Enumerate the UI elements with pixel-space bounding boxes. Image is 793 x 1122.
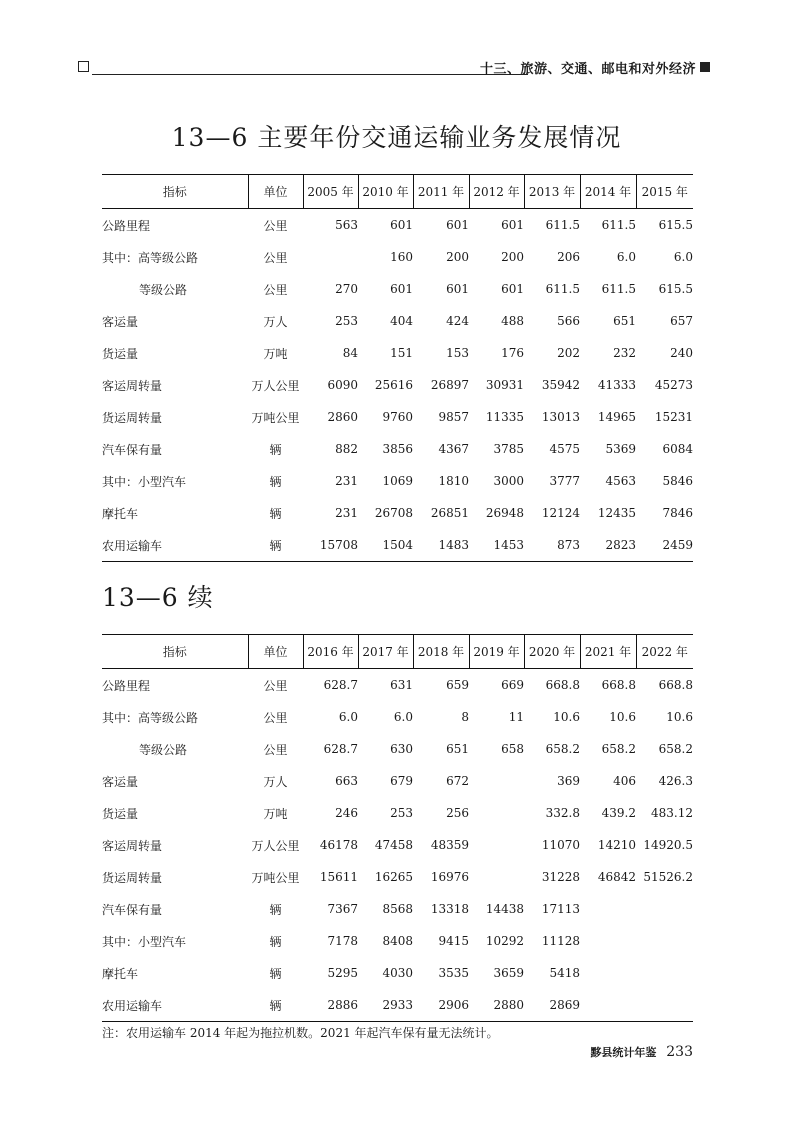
- table-cell: 231: [335, 506, 358, 520]
- table2: [102, 634, 693, 1022]
- table2-header-row: [102, 635, 693, 669]
- row-label: 货运量: [102, 806, 139, 821]
- table-cell: 651: [446, 742, 469, 756]
- table-cell: 26948: [485, 506, 524, 520]
- row-label: 农用运输车: [102, 989, 248, 1022]
- table-row: [102, 273, 693, 305]
- table-cell: 84: [342, 346, 358, 360]
- table-cell: 601: [501, 218, 524, 232]
- row-label: 货运周转量: [102, 870, 163, 885]
- row-label: 摩托车: [102, 506, 139, 521]
- column-header: 2017 年: [358, 635, 413, 669]
- table-cell: 2869: [524, 989, 580, 1022]
- row-unit: 辆: [269, 966, 282, 981]
- table-cell: 601: [390, 282, 413, 296]
- table-cell: 10292: [485, 934, 524, 948]
- table-cell: 611.5: [601, 218, 636, 232]
- table-cell: 26897: [430, 378, 469, 392]
- table-row: [102, 337, 693, 369]
- table-cell: 658: [501, 742, 524, 756]
- table-cell: 15231: [654, 410, 693, 424]
- table-cell: 668.8: [545, 678, 580, 692]
- table-cell: 679: [390, 774, 413, 788]
- table-cell: 657: [670, 314, 693, 328]
- column-header: 2015 年: [636, 175, 693, 209]
- table-cell: 2823: [580, 529, 636, 562]
- table-cell: 611.5: [545, 218, 580, 232]
- table-cell: 1453: [469, 529, 524, 562]
- table-cell: 11128: [541, 934, 580, 948]
- header-box-icon: [78, 61, 89, 72]
- row-unit: 辆: [269, 902, 282, 917]
- footnote: 注：农用运输车 2014 年起为拖拉机数。2021 年起汽车保有量无法统计。: [102, 1026, 499, 1040]
- table-cell: [636, 957, 693, 989]
- table-cell: 882: [335, 442, 358, 456]
- row-unit: 万吨: [263, 806, 288, 821]
- table1-title: 13—6 主要年份交通运输业务发展情况: [171, 123, 622, 152]
- table-row: [102, 433, 693, 465]
- table-cell: 253: [390, 806, 413, 820]
- table-row: [102, 861, 693, 893]
- row-unit: 万人: [263, 314, 288, 329]
- table-cell: 202: [557, 346, 580, 360]
- table-cell: 611.5: [545, 282, 580, 296]
- table-cell: 30931: [485, 378, 524, 392]
- row-label: 摩托车: [102, 966, 139, 981]
- table-cell: 426.3: [658, 774, 693, 788]
- table-cell: 7367: [327, 902, 358, 916]
- table1-header-row: [102, 175, 693, 209]
- table-cell: 9857: [438, 410, 469, 424]
- column-header: 单位: [248, 175, 303, 209]
- row-unit: 万吨: [263, 346, 288, 361]
- table-cell: 4367: [438, 442, 469, 456]
- table-cell: 15611: [319, 870, 358, 884]
- table-cell: 404: [390, 314, 413, 328]
- table-cell: 10.6: [553, 710, 580, 724]
- table-cell: 13318: [430, 902, 469, 916]
- table-cell: 439.2: [601, 806, 636, 820]
- column-header: 2013 年: [524, 175, 580, 209]
- column-header: 2022 年: [636, 635, 693, 669]
- table-row: [102, 733, 693, 765]
- table-cell: 566: [557, 314, 580, 328]
- table-cell: 406: [613, 774, 636, 788]
- table-cell: 5369: [605, 442, 636, 456]
- table-row: [102, 957, 693, 989]
- table-cell: 628.7: [323, 678, 358, 692]
- row-label: 货运周转量: [102, 410, 163, 425]
- table-cell: 4575: [549, 442, 580, 456]
- table-cell: 16976: [430, 870, 469, 884]
- table-cell: 232: [613, 346, 636, 360]
- table-cell: 6.0: [338, 710, 358, 724]
- table-cell: 488: [501, 314, 524, 328]
- table-cell: 35942: [541, 378, 580, 392]
- table-cell: 1483: [413, 529, 469, 562]
- table-cell: [636, 893, 693, 925]
- table-cell: 601: [446, 218, 469, 232]
- table-cell: 7846: [662, 506, 693, 520]
- table-cell: 8568: [382, 902, 413, 916]
- table-cell: 16265: [374, 870, 413, 884]
- table-cell: 628.7: [323, 742, 358, 756]
- table-cell: 11070: [541, 838, 580, 852]
- table-cell: 17113: [541, 902, 580, 916]
- table-cell: 601: [446, 282, 469, 296]
- table-cell: 5418: [549, 966, 580, 980]
- table-row: [102, 989, 693, 1022]
- table-cell: 611.5: [601, 282, 636, 296]
- table-cell: 2933: [358, 989, 413, 1022]
- table-cell: 8: [461, 710, 469, 724]
- row-unit: 万人: [263, 774, 288, 789]
- table-cell: 14210: [597, 838, 636, 852]
- table-cell: 200: [501, 250, 524, 264]
- table-cell: 153: [446, 346, 469, 360]
- table-cell: 253: [335, 314, 358, 328]
- table-cell: 3777: [549, 474, 580, 488]
- column-header: 2016 年: [303, 635, 358, 669]
- row-label: 客运周转量: [102, 378, 163, 393]
- table-row: [102, 401, 693, 433]
- table-cell: 2459: [636, 529, 693, 562]
- table-cell: 873: [524, 529, 580, 562]
- table-cell: 12435: [597, 506, 636, 520]
- table-cell: 1069: [382, 474, 413, 488]
- table-row: [102, 925, 693, 957]
- table-cell: 651: [613, 314, 636, 328]
- table-row: [102, 669, 693, 702]
- table-cell: 3659: [493, 966, 524, 980]
- row-label: 其中：小型汽车: [102, 474, 187, 489]
- row-label: 其中：高等级公路: [102, 710, 199, 725]
- table-cell: 12124: [541, 506, 580, 520]
- row-label: 公路里程: [102, 218, 151, 233]
- table-cell: 231: [335, 474, 358, 488]
- table-cell: 10.6: [609, 710, 636, 724]
- table-cell: 6090: [327, 378, 358, 392]
- table-row: [102, 529, 693, 562]
- table-cell: 6.0: [616, 250, 636, 264]
- table-cell: [580, 925, 636, 957]
- table-cell: 658.2: [658, 742, 693, 756]
- table-row: [102, 465, 693, 497]
- running-header: [78, 58, 710, 78]
- table-cell: 3785: [493, 442, 524, 456]
- table-cell: 41333: [597, 378, 636, 392]
- column-header: 2019 年: [469, 635, 524, 669]
- table-cell: 424: [446, 314, 469, 328]
- table-cell: [469, 765, 524, 797]
- column-header: 2018 年: [413, 635, 469, 669]
- table-cell: 630: [390, 742, 413, 756]
- table-cell: [636, 925, 693, 957]
- table-cell: 3535: [438, 966, 469, 980]
- table-cell: 14438: [485, 902, 524, 916]
- table-cell: 6084: [662, 442, 693, 456]
- table-row: [102, 369, 693, 401]
- column-header: 指标: [102, 635, 248, 669]
- table-cell: 46842: [597, 870, 636, 884]
- table-cell: 601: [501, 282, 524, 296]
- table-cell: 45273: [654, 378, 693, 392]
- column-header: 2020 年: [524, 635, 580, 669]
- row-unit: 公里: [263, 250, 288, 265]
- table-cell: 47458: [374, 838, 413, 852]
- table-row: [102, 893, 693, 925]
- header-square-icon: [700, 62, 710, 72]
- row-unit: 辆: [269, 474, 282, 489]
- table-cell: 7178: [327, 934, 358, 948]
- table-cell: 14920.5: [643, 838, 693, 852]
- table-cell: 240: [670, 346, 693, 360]
- table-row: [102, 209, 693, 242]
- table-cell: 332.8: [545, 806, 580, 820]
- page-footer: [590, 1044, 693, 1060]
- table1: [102, 174, 693, 562]
- table-cell: 11335: [485, 410, 524, 424]
- row-unit: 公里: [263, 742, 288, 757]
- table-cell: 9415: [438, 934, 469, 948]
- column-header: 2014 年: [580, 175, 636, 209]
- row-unit: 万吨公里: [251, 870, 300, 885]
- table-cell: 151: [390, 346, 413, 360]
- row-unit: 辆: [248, 529, 303, 562]
- table-cell: 48359: [430, 838, 469, 852]
- table-cell: 46178: [319, 838, 358, 852]
- yearbook-name: 黟县统计年鉴: [590, 1046, 657, 1059]
- table-cell: 601: [390, 218, 413, 232]
- table-row: [102, 829, 693, 861]
- table-cell: 256: [446, 806, 469, 820]
- row-label: 等级公路: [139, 742, 188, 757]
- table-cell: 1504: [358, 529, 413, 562]
- table-cell: 51526.2: [643, 870, 693, 884]
- row-label: 等级公路: [139, 282, 188, 297]
- table-cell: 26708: [374, 506, 413, 520]
- table-row: [102, 797, 693, 829]
- table-cell: [580, 989, 636, 1022]
- row-unit: 辆: [248, 989, 303, 1022]
- table-cell: 31228: [541, 870, 580, 884]
- row-label: 农用运输车: [102, 529, 248, 562]
- row-label: 客运量: [102, 314, 139, 329]
- table-cell: [469, 829, 524, 861]
- table-cell: 270: [335, 282, 358, 296]
- table-cell: 13013: [541, 410, 580, 424]
- row-unit: 万人公里: [251, 838, 300, 853]
- table-cell: 6.0: [393, 710, 413, 724]
- row-label: 汽车保有量: [102, 902, 163, 917]
- row-label: 其中：高等级公路: [102, 250, 199, 265]
- table-cell: [469, 797, 524, 829]
- table-cell: 668.8: [658, 678, 693, 692]
- table-cell: 5295: [327, 966, 358, 980]
- table-cell: 26851: [430, 506, 469, 520]
- table-cell: 668.8: [601, 678, 636, 692]
- table-row: [102, 305, 693, 337]
- table-cell: 672: [446, 774, 469, 788]
- table-cell: 206: [557, 250, 580, 264]
- table-cell: [580, 893, 636, 925]
- table-cell: 5846: [662, 474, 693, 488]
- column-header: 指标: [102, 175, 248, 209]
- column-header: 2005 年: [303, 175, 358, 209]
- table-row: [102, 765, 693, 797]
- table-cell: 8408: [382, 934, 413, 948]
- table-row: [102, 701, 693, 733]
- table-cell: 615.5: [658, 282, 693, 296]
- table-cell: 9760: [382, 410, 413, 424]
- table-row: [102, 241, 693, 273]
- table-cell: 615.5: [658, 218, 693, 232]
- table2-title: 13—6 续: [102, 583, 214, 612]
- row-unit: 公里: [263, 282, 288, 297]
- header-section-title: 十三、旅游、交通、邮电和对外经济: [479, 62, 696, 77]
- table-cell: 4563: [605, 474, 636, 488]
- table-cell: [580, 957, 636, 989]
- table-cell: 3856: [382, 442, 413, 456]
- table-cell: 15708: [303, 529, 358, 562]
- table-cell: 2906: [413, 989, 469, 1022]
- table-cell: 659: [446, 678, 469, 692]
- column-header: 2012 年: [469, 175, 524, 209]
- table-cell: 2886: [303, 989, 358, 1022]
- table-cell: [469, 861, 524, 893]
- header-rule: [92, 74, 528, 75]
- row-unit: 辆: [269, 442, 282, 457]
- table-cell: 160: [390, 250, 413, 264]
- table-row: [102, 497, 693, 529]
- table-cell: 2860: [327, 410, 358, 424]
- table-cell: 246: [335, 806, 358, 820]
- table-cell: 563: [335, 218, 358, 232]
- column-header: 2011 年: [413, 175, 469, 209]
- table-cell: 631: [390, 678, 413, 692]
- row-unit: 公里: [263, 678, 288, 693]
- page-number: 233: [666, 1044, 693, 1060]
- table-cell: 658.2: [601, 742, 636, 756]
- row-unit: 辆: [269, 934, 282, 949]
- column-header: 2010 年: [358, 175, 413, 209]
- table-cell: 663: [335, 774, 358, 788]
- table-cell: 6.0: [673, 250, 693, 264]
- row-label: 公路里程: [102, 678, 151, 693]
- table-cell: 483.12: [651, 806, 693, 820]
- row-label: 货运量: [102, 346, 139, 361]
- table-cell: 200: [446, 250, 469, 264]
- row-unit: 辆: [269, 506, 282, 521]
- table-cell: 658.2: [545, 742, 580, 756]
- table-cell: 11: [508, 710, 524, 724]
- row-label: 客运量: [102, 774, 139, 789]
- table-cell: 4030: [382, 966, 413, 980]
- table-cell: 369: [557, 774, 580, 788]
- row-label: 汽车保有量: [102, 442, 163, 457]
- table-cell: 669: [501, 678, 524, 692]
- column-header: 2021 年: [580, 635, 636, 669]
- row-label: 客运周转量: [102, 838, 163, 853]
- table-cell: [636, 989, 693, 1022]
- row-unit: 公里: [263, 218, 288, 233]
- table-cell: 1810: [438, 474, 469, 488]
- row-unit: 万吨公里: [251, 410, 300, 425]
- column-header: 单位: [248, 635, 303, 669]
- table-cell: 2880: [469, 989, 524, 1022]
- table-cell: 25616: [374, 378, 413, 392]
- table-cell: 14965: [597, 410, 636, 424]
- table-cell: 176: [501, 346, 524, 360]
- row-unit: 万人公里: [251, 378, 300, 393]
- table-cell: 10.6: [666, 710, 693, 724]
- row-unit: 公里: [263, 710, 288, 725]
- table-cell: [303, 241, 358, 273]
- row-label: 其中：小型汽车: [102, 934, 187, 949]
- table-cell: 3000: [493, 474, 524, 488]
